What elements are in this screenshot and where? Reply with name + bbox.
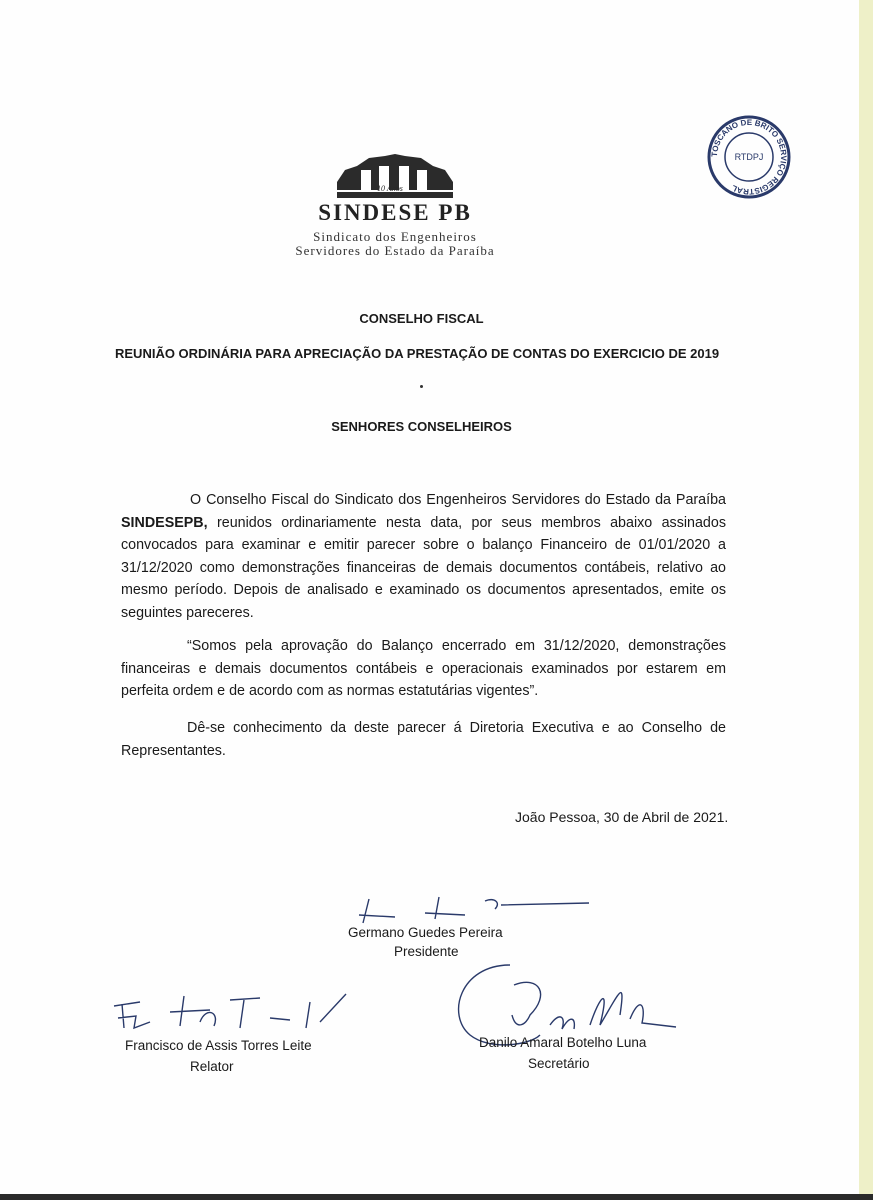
signer-role-relator: Relator: [190, 1059, 234, 1074]
date-line: João Pessoa, 30 de Abril de 2021.: [515, 809, 729, 825]
paragraph-2: [121, 635, 726, 703]
paragraph-1-text-b: reunidos ordinariamente nesta data, por seus membros abaixo assinados convocados para examinar e emitir parecer sobre o balanço Financeiro de 01/01/2020 a 31/12/2020 como demonstrações financeiras de demais documentos contábeis, relativo ao mesmo período. Depois de analisado e examinado os documentos apresentados, emite os seguintes pareceres.: [121, 514, 726, 621]
signature-president: [355, 893, 595, 929]
signer-role-president: Presidente: [394, 944, 459, 959]
signer-name-secretary: Danilo Amaral Botelho Luna: [479, 1035, 647, 1050]
signer-name-relator: Francisco de Assis Torres Leite: [125, 1038, 312, 1053]
signer-role-secretary: Secretário: [528, 1056, 590, 1071]
sindese-logo: [333, 152, 457, 200]
paragraph-3: [121, 717, 726, 762]
stamp-center-text: RTDPJ: [734, 152, 764, 162]
paragraph-1-text-a: O Conselho Fiscal do Sindicato dos Engenheiros Servidores do Estado da Paraíba: [190, 492, 726, 508]
stray-dot: [420, 385, 423, 388]
document-title: CONSELHO FISCAL: [359, 311, 484, 326]
scan-edge-right: [859, 0, 873, 1200]
logo-caption: 10 Anos: [377, 184, 403, 193]
stamp-ring-text: TOSCANO DE BRITO SERVIÇO REGISTRAL: [709, 117, 789, 197]
paragraph-2-text: “Somos pela aprovação do Balanço encerrado em 31/12/2020, demonstrações financeiras e demais documentos contábeis e operacionais examinados por estarem em perfeita ordem e de acordo com as normas estatutárias vigentes”.: [121, 638, 726, 700]
org-subtitle-line1: Sindicato dos Engenheiros: [313, 229, 477, 244]
org-name: SINDESE PB: [318, 200, 472, 225]
scan-edge-bottom: [0, 1194, 873, 1200]
paragraph-3-text: Dê-se conhecimento da deste parecer á Diretoria Executiva e ao Conselho de Representantes.: [121, 720, 726, 759]
signer-name-president: Germano Guedes Pereira: [348, 925, 503, 940]
registry-stamp: [706, 114, 792, 200]
signature-relator: [110, 992, 350, 1040]
org-acronym: SINDESEPB,: [121, 514, 208, 531]
paragraph-1: [121, 489, 726, 625]
document-subtitle: REUNIÃO ORDINÁRIA PARA APRECIAÇÃO DA PRESTAÇÃO DE CONTAS DO EXERCICIO DE 2019: [115, 346, 720, 361]
salutation: SENHORES CONSELHEIROS: [331, 419, 512, 434]
org-subtitle-line2: Servidores do Estado da Paraíba: [295, 243, 495, 258]
